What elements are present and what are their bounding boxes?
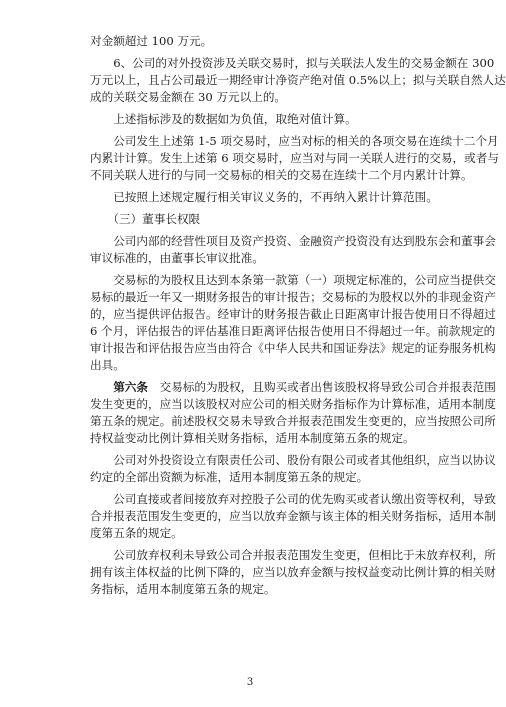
paragraph: [90, 233, 496, 267]
text-line: 交易标的为股权且达到本条第一款第（一）项规定标准的，公司应当提供交: [90, 273, 496, 287]
text-line-content: 交易标的为股权，且购买或者出售该股权将导致公司合并报表范围: [148, 380, 496, 394]
text-line: 万元以上，且占公司最近一期经审计净资产绝对值 0.5%以上；拟与关联自然人达: [90, 73, 506, 87]
text-line: 上述指标涉及的数据如为负值，取绝对值计算。: [90, 112, 357, 126]
text-line: 公司内部的经营性项目及资产投资、金融资产投资没有达到股东会和董事会: [90, 234, 496, 248]
text-line: 持权益变动比例计算相关财务指标，适用本制度第五条的规定。: [90, 431, 415, 445]
text-line: 6 个月，评估报告的评估基准日距离评估报告使用日不得超过一年。前款规定的: [90, 324, 496, 338]
text-line: 对金额超过 100 万元。: [90, 34, 213, 48]
text-line: 已按照上述规定履行相关审议义务的，不再纳入累计计算范围。: [90, 190, 438, 204]
text-line: 约定的全部出资额为标准，适用本制度第五条的规定。: [90, 470, 369, 484]
text-line: 审计报告和评估报告应当由符合《中华人民共和国证券法》规定的证券服务机构: [90, 341, 496, 355]
document-body: [90, 33, 506, 598]
text-line: 度第五条的规定。: [90, 526, 183, 540]
text-line: 公司发生上述第 1-5 项交易时，应当对标的相关的各项交易在连续十二个月: [90, 134, 499, 148]
text-line: （三）董事长权限: [90, 212, 201, 226]
text-line: 成的关联交易金额在 30 万元以上的。: [90, 90, 287, 104]
text-line: 公司放弃权利未导致公司合并报表范围发生变更，但相比于未放弃权利，所: [90, 548, 496, 562]
text-line: 内累计计算。发生上述第 6 项交易时，应当对与同一关联人进行的交易，或者与: [90, 151, 499, 165]
paragraph: [90, 272, 496, 374]
paragraph: [90, 189, 438, 206]
article-heading: 第六条: [113, 380, 148, 394]
text-line: 6、公司的对外投资涉及关联交易时，拟与关联法人发生的交易金额在 300: [90, 56, 495, 70]
text-line: 第五条的规定。前述股权交易未导致合并报表范围发生变更的，应当按照公司所: [90, 414, 496, 428]
text-line: [90, 379, 496, 396]
text-line: 审议标准的，由董事长审议批准。: [90, 251, 264, 265]
text-line: 易标的最近一年又一期财务报告的审计报告；交易标的为股权以外的非现金资产: [90, 290, 496, 304]
paragraph: [90, 111, 430, 128]
text-line: 的，应当提供评估报告。经审计的财务报告截止日距离审计报告使用日不得超过: [90, 307, 496, 321]
text-line: 发生变更的，应当以该股权对应公司的相关财务指标作为计算标准，适用本制度: [90, 397, 496, 411]
text-line: 不同关联人进行的与同一交易标的相关的交易在连续十二个月内累计计算。: [90, 168, 473, 182]
paragraph: [90, 55, 506, 106]
text-line: 务指标，适用本制度第五条的规定。: [90, 582, 276, 596]
text-line: 拥有该主体权益的比例下降的，应当以放弃金额与按权益变动比例计算的相关财: [90, 565, 496, 579]
text-line: 公司直接或者间接放弃对控股子公司的优先购买或者认缴出资等权利，导致: [90, 492, 496, 506]
text-line: 合并报表范围发生变更的，应当以放弃金额与该主体的相关财务指标，适用本制: [90, 509, 496, 523]
paragraph: [90, 211, 430, 228]
paragraph: [90, 33, 430, 50]
text-line: 出具。: [90, 358, 125, 372]
text-line: 公司对外投资设立有限责任公司、股份有限公司或者其他组织，应当以协议: [90, 453, 496, 467]
paragraph: [90, 491, 496, 542]
paragraph: [90, 452, 496, 486]
paragraph: [90, 547, 496, 598]
page-number: 3: [246, 677, 254, 688]
paragraph: [90, 133, 499, 184]
paragraph: [90, 379, 496, 447]
